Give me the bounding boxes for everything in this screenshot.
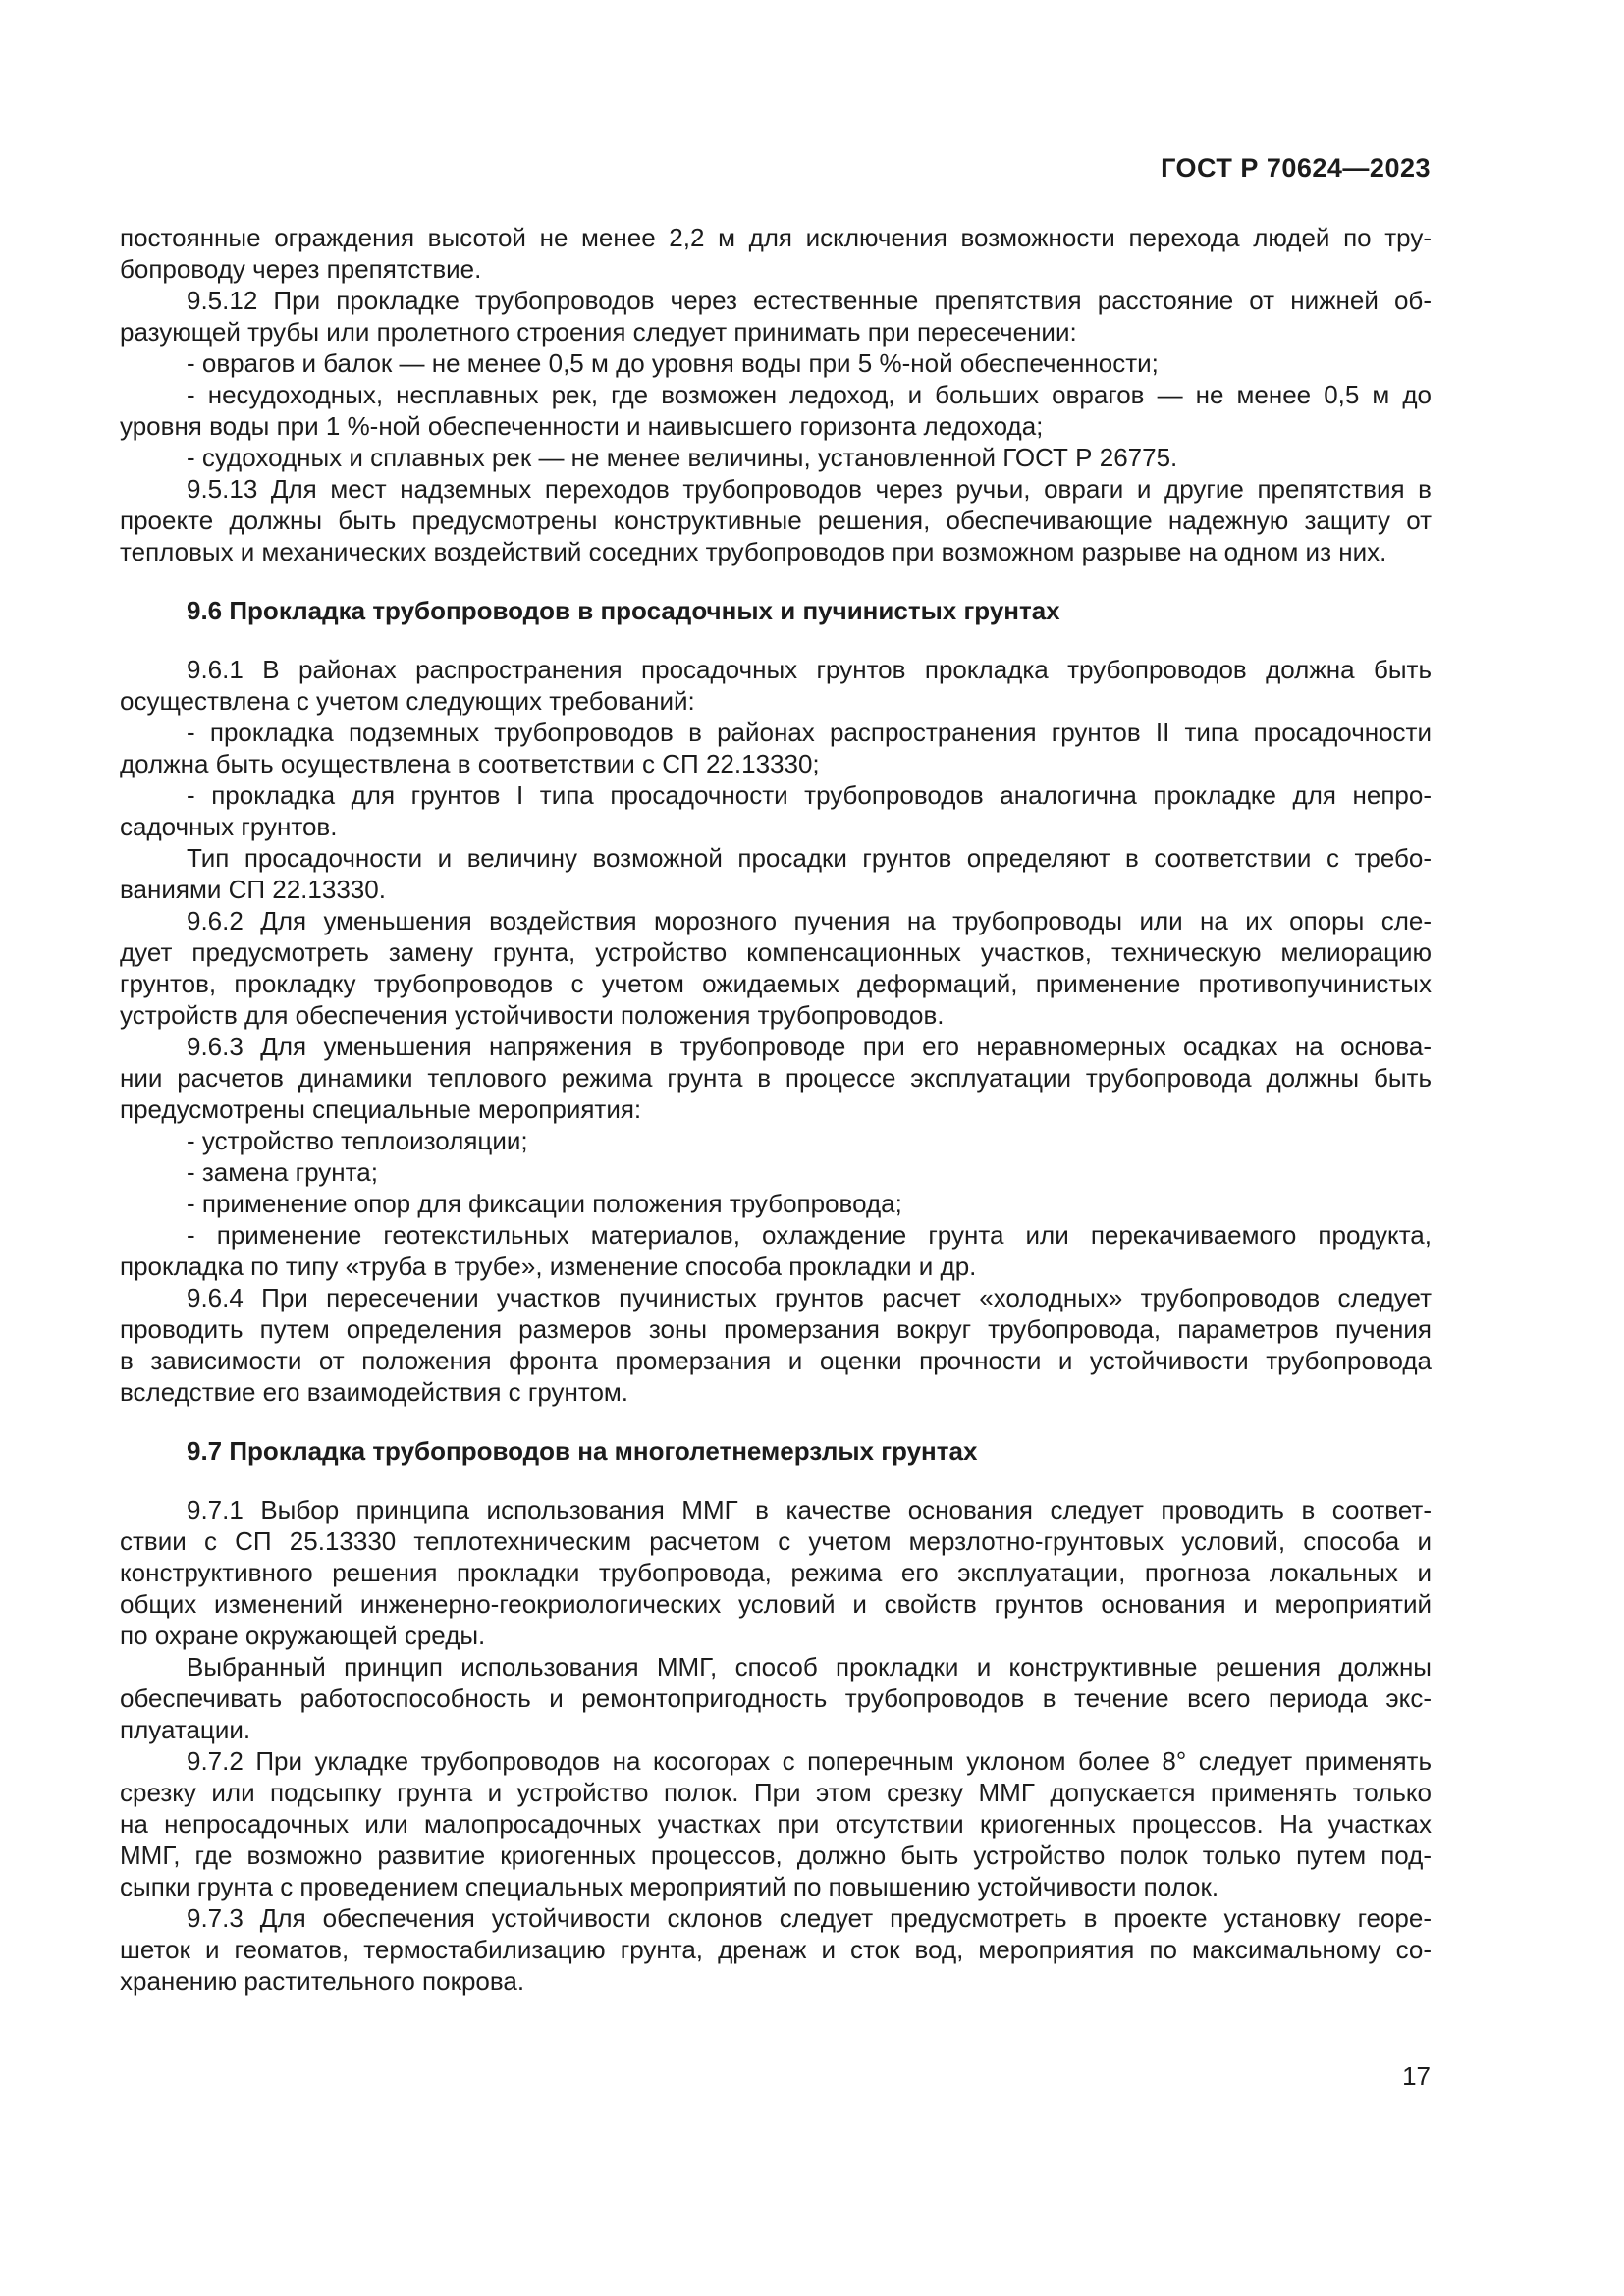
doc-number: ГОСТ Р 70624—2023 (1161, 153, 1431, 183)
text-line: - прокладка для грунтов I типа просадочности трубопроводов аналогична прокладке для непро- (187, 780, 1432, 810)
page-body (120, 222, 1432, 1997)
text-line: разующей трубы или пролетного строения следует принимать при пересечении: (120, 317, 1077, 347)
text-line: хранению растительного покрова. (120, 1966, 525, 1996)
text-line: постоянные ограждения высотой не менее 2,2 м для исключения возможности перехода людей по тру- (120, 223, 1432, 252)
text-line: дует предусмотреть замену грунта, устройство компенсационных участков, техническую мелиорацию (120, 937, 1432, 967)
text-line: проводить путем определения размеров зоны промерзания вокруг трубопровода, параметров пучения (120, 1314, 1432, 1344)
text-line: 9.7.2 При укладке трубопроводов на косогорах с поперечным уклоном более 8° следует применять (187, 1746, 1432, 1776)
text-line: шеток и геоматов, термостабилизацию грунта, дренаж и сток вод, мероприятия по максимальному со- (120, 1935, 1432, 1964)
text-line: 9.6.4 При пересечении участков пучинистых грунтов расчет «холодных» трубопроводов следует (187, 1283, 1432, 1312)
list-item (120, 1188, 1432, 1219)
text-line: бопроводу через препятствие. (120, 254, 482, 284)
page-number: 17 (1402, 2061, 1431, 2091)
list-item (120, 1156, 1432, 1188)
text-line: 9.5.13 Для мест надземных переходов трубопроводов через ручьи, овраги и другие препятствия в (187, 474, 1432, 504)
text-line: уровня воды при 1 %-ной обеспеченности и наивысшего горизонта ледохода; (120, 411, 1044, 441)
text-line: 9.6.2 Для уменьшения воздействия морозного пучения на трубопроводы или на их опоры сле- (187, 906, 1432, 935)
list-item (120, 379, 1432, 442)
paragraph (120, 1031, 1432, 1125)
paragraph (120, 842, 1432, 905)
text-line: садочных грунтов. (120, 812, 338, 841)
paragraph (120, 1494, 1432, 1651)
text-line: срезку или подсыпку грунта и устройство полок. При этом срезку ММГ допускается применять только (120, 1778, 1432, 1807)
text-line: - применение опор для фиксации положения трубопровода; (187, 1189, 902, 1218)
list-item (120, 717, 1432, 779)
paragraph (120, 654, 1432, 717)
text-line: - прокладка подземных трубопроводов в районах распространения грунтов II типа просадочности (187, 718, 1432, 747)
text-line: ваниями СП 22.13330. (120, 875, 386, 904)
paragraph (120, 473, 1432, 567)
text-line: ствии с СП 25.13330 теплотехническим расчетом с учетом мерзлотно-грунтовых условий, способа и (120, 1526, 1432, 1556)
text-line: сыпки грунта с проведением специальных мероприятий по повышению устойчивости полок. (120, 1872, 1219, 1901)
text-line: 9.6.3 Для уменьшения напряжения в трубопроводе при его неравномерных осадках на основа- (187, 1032, 1432, 1061)
paragraph (120, 1902, 1432, 1997)
text-line: 9.5.12 При прокладке трубопроводов через естественные препятствия расстояние от нижней об- (187, 286, 1432, 315)
text-line: ММГ, где возможно развитие криогенных процессов, должно быть устройство полок только путем под- (120, 1841, 1432, 1870)
text-line: - устройство теплоизоляции; (187, 1126, 528, 1155)
text-line: по охране окружающей среды. (120, 1621, 486, 1650)
paragraph (120, 1282, 1432, 1408)
text-line: предусмотрены специальные мероприятия: (120, 1095, 642, 1124)
text-line: Выбранный принцип использования ММГ, способ прокладки и конструктивные решения должны (187, 1652, 1432, 1682)
text-line: общих изменений инженерно-геокриологических условий и свойств грунтов основания и мероприятий (120, 1589, 1432, 1619)
text-line: устройств для обеспечения устойчивости положения трубопроводов. (120, 1000, 945, 1030)
text-line: - несудоходных, несплавных рек, где возможен ледоход, и больших оврагов — не менее 0,5 м до (187, 380, 1432, 409)
text-line: обеспечивать работоспособность и ремонтопригодность трубопроводов в течение всего периода экс- (120, 1683, 1432, 1713)
text-line: должна быть осуществлена в соответствии с СП 22.13330; (120, 749, 820, 778)
text-line: Тип просадочности и величину возможной просадки грунтов определяют в соответствии с требо- (187, 843, 1432, 873)
text-line: - применение геотекстильных материалов, охлаждение грунта или перекачиваемого продукта, (187, 1220, 1432, 1250)
list-item (120, 347, 1432, 379)
text-line: - судоходных и сплавных рек — не менее величины, установленной ГОСТ Р 26775. (187, 443, 1178, 472)
text-line: плуатации. (120, 1715, 251, 1744)
text-line: 9.6 Прокладка трубопроводов в просадочных и пучинистых грунтах (187, 596, 1060, 625)
text-line: вследствие его взаимодействия с грунтом. (120, 1377, 629, 1407)
text-line: 9.7 Прокладка трубопроводов на многолетнемерзлых грунтах (187, 1436, 978, 1466)
list-item (120, 1125, 1432, 1156)
text-line: конструктивного решения прокладки трубопровода, режима его эксплуатации, прогноза локальных и (120, 1558, 1432, 1587)
list-item (120, 1219, 1432, 1282)
paragraph (120, 1651, 1432, 1745)
text-line: прокладка по типу «труба в трубе», изменение способа прокладки и др. (120, 1252, 977, 1281)
text-line: нии расчетов динамики теплового режима грунта в процессе эксплуатации трубопровода должны быть (120, 1063, 1432, 1093)
text-line: грунтов, прокладку трубопроводов с учетом ожидаемых деформаций, применение противопучинистых (120, 969, 1432, 998)
text-line: проекте должны быть предусмотрены конструктивные решения, обеспечивающие надежную защиту от (120, 506, 1432, 535)
text-line: тепловых и механических воздействий соседних трубопроводов при возможном разрыве на одном из них. (120, 537, 1387, 566)
section-heading (120, 1435, 1432, 1467)
text-line: 9.7.1 Выбор принципа использования ММГ в качестве основания следует проводить в соответ- (187, 1495, 1432, 1524)
text-line: 9.7.3 Для обеспечения устойчивости склонов следует предусмотреть в проекте установку георе- (187, 1903, 1432, 1933)
section-heading (120, 595, 1432, 626)
text-line: 9.6.1 В районах распространения просадочных грунтов прокладка трубопроводов должна быть (187, 655, 1432, 684)
text-line: в зависимости от положения фронта промерзания и оценки прочности и устойчивости трубопровода (120, 1346, 1432, 1375)
list-item (120, 779, 1432, 842)
paragraph (120, 285, 1432, 347)
list-item (120, 442, 1432, 473)
text-line: - оврагов и балок — не менее 0,5 м до уровня воды при 5 %-ной обеспеченности; (187, 348, 1159, 378)
paragraph (120, 1745, 1432, 1902)
paragraph (120, 222, 1432, 285)
text-line: - замена грунта; (187, 1157, 378, 1187)
text-line: на непросадочных или малопросадочных участках при отсутствии криогенных процессов. На участках (120, 1809, 1432, 1839)
text-line: осуществлена с учетом следующих требований: (120, 686, 695, 716)
paragraph (120, 905, 1432, 1031)
